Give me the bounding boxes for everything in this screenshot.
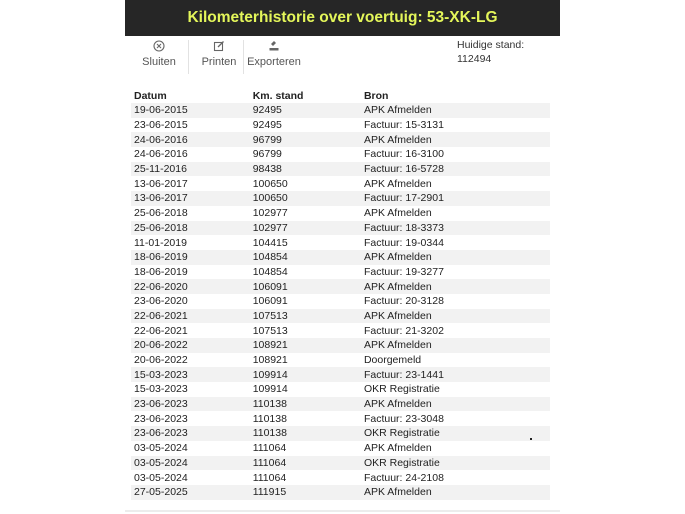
km-cell: 92495 (250, 103, 361, 118)
source-cell: Factuur: 20-3128 (361, 294, 550, 309)
table-row (131, 397, 550, 412)
source-cell: Factuur: 16-5728 (361, 162, 550, 177)
km-cell: 104854 (250, 265, 361, 280)
table-row (131, 191, 550, 206)
source-cell: APK Afmelden (361, 397, 550, 412)
title-bar (125, 0, 560, 36)
date-cell: 15-03-2023 (131, 367, 250, 382)
date-cell: 22-06-2020 (131, 279, 250, 294)
source-cell: OKR Registratie (361, 426, 550, 441)
source-cell: APK Afmelden (361, 309, 550, 324)
source-cell: Factuur: 24-2108 (361, 470, 550, 485)
table-row (131, 353, 550, 368)
km-cell: 109914 (250, 382, 361, 397)
km-cell: 96799 (250, 132, 361, 147)
km-cell: 111915 (250, 485, 361, 500)
table-row (131, 456, 550, 471)
date-cell: 23-06-2023 (131, 426, 250, 441)
table-row (131, 235, 550, 250)
date-cell: 22-06-2021 (131, 309, 250, 324)
table-row (131, 382, 550, 397)
table-row (131, 176, 550, 191)
table-row (131, 162, 550, 177)
date-cell: 03-05-2024 (131, 441, 250, 456)
km-cell: 100650 (250, 176, 361, 191)
date-cell: 03-05-2024 (131, 456, 250, 471)
source-cell: Factuur: 15-3131 (361, 118, 550, 133)
date-cell: 13-06-2017 (131, 176, 250, 191)
km-cell: 100650 (250, 191, 361, 206)
source-cell: APK Afmelden (361, 485, 550, 500)
km-cell: 104415 (250, 235, 361, 250)
source-cell: Factuur: 19-3277 (361, 265, 550, 280)
table-row (131, 323, 550, 338)
km-cell: 92495 (250, 118, 361, 133)
date-cell: 03-05-2024 (131, 470, 250, 485)
km-cell: 102977 (250, 206, 361, 221)
source-cell: OKR Registratie (361, 382, 550, 397)
current-reading-label: Huidige stand: (457, 39, 525, 51)
toolbar (125, 36, 560, 80)
mileage-history-panel (125, 0, 560, 514)
table-header-row (131, 88, 550, 103)
date-cell: 11-01-2019 (131, 235, 250, 250)
table-row (131, 309, 550, 324)
km-cell: 107513 (250, 309, 361, 324)
table-row (131, 103, 550, 118)
source-cell: APK Afmelden (361, 250, 550, 265)
date-cell: 19-06-2015 (131, 103, 250, 118)
date-cell: 13-06-2017 (131, 191, 250, 206)
source-cell: APK Afmelden (361, 338, 550, 353)
toolbar-divider (188, 40, 189, 74)
table-row (131, 221, 550, 236)
table-row (131, 426, 550, 441)
source-cell: APK Afmelden (361, 441, 550, 456)
date-cell: 18-06-2019 (131, 250, 250, 265)
date-cell: 20-06-2022 (131, 353, 250, 368)
export-icon (268, 40, 280, 52)
km-cell: 111064 (250, 470, 361, 485)
date-cell: 23-06-2023 (131, 411, 250, 426)
km-cell: 106091 (250, 294, 361, 309)
source-cell: Factuur: 17-2901 (361, 191, 550, 206)
km-cell: 111064 (250, 456, 361, 471)
date-cell: 23-06-2023 (131, 397, 250, 412)
date-cell: 25-06-2018 (131, 221, 250, 236)
km-cell: 108921 (250, 353, 361, 368)
date-cell: 24-06-2016 (131, 147, 250, 162)
source-cell: APK Afmelden (361, 132, 550, 147)
column-header-date: Datum (134, 89, 167, 102)
date-cell: 23-06-2020 (131, 294, 250, 309)
source-cell: Factuur: 16-3100 (361, 147, 550, 162)
source-cell: Doorgemeld (361, 353, 550, 368)
table-row (131, 294, 550, 309)
table-row (131, 132, 550, 147)
source-cell: APK Afmelden (361, 176, 550, 191)
source-cell: APK Afmelden (361, 279, 550, 294)
date-cell: 24-06-2016 (131, 132, 250, 147)
table-row (131, 250, 550, 265)
table-row (131, 279, 550, 294)
column-header-source: Bron (363, 89, 389, 102)
km-cell: 110138 (250, 397, 361, 412)
date-cell: 22-06-2021 (131, 323, 250, 338)
km-cell: 96799 (250, 147, 361, 162)
export-button[interactable] (247, 40, 301, 68)
km-cell: 104854 (250, 250, 361, 265)
print-button[interactable] (200, 40, 238, 68)
date-cell: 25-06-2018 (131, 206, 250, 221)
date-cell: 15-03-2023 (131, 382, 250, 397)
km-cell: 111064 (250, 441, 361, 456)
km-cell: 106091 (250, 279, 361, 294)
current-reading-value: 112494 (457, 53, 492, 65)
panel-bottom-edge (125, 510, 560, 512)
table-row (131, 206, 550, 221)
km-cell: 107513 (250, 323, 361, 338)
page-title: Kilometerhistorie over voertuig: 53-XK-LG (187, 9, 498, 26)
table-body (131, 103, 550, 500)
mileage-table (131, 88, 550, 500)
source-cell: Factuur: 18-3373 (361, 221, 550, 236)
table-row (131, 441, 550, 456)
table-row (131, 147, 550, 162)
km-cell: 108921 (250, 338, 361, 353)
source-cell: Factuur: 23-1441 (361, 367, 550, 382)
export-label: Exporteren (247, 56, 301, 68)
table-row (131, 118, 550, 133)
date-cell: 27-05-2025 (131, 485, 250, 500)
table-row (131, 485, 550, 500)
km-cell: 110138 (250, 411, 361, 426)
table-row (131, 411, 550, 426)
table-row (131, 470, 550, 485)
close-circle-icon (153, 40, 165, 52)
km-cell: 102977 (250, 221, 361, 236)
source-cell: APK Afmelden (361, 103, 550, 118)
source-cell: Factuur: 23-3048 (361, 411, 550, 426)
date-cell: 25-11-2016 (131, 162, 250, 177)
date-cell: 23-06-2015 (131, 118, 250, 133)
km-cell: 109914 (250, 367, 361, 382)
print-label: Printen (201, 56, 237, 68)
km-cell: 110138 (250, 426, 361, 441)
source-cell: Factuur: 21-3202 (361, 323, 550, 338)
table-row (131, 367, 550, 382)
date-cell: 20-06-2022 (131, 338, 250, 353)
column-header-km: Km. stand (252, 89, 304, 102)
edit-icon (213, 40, 225, 52)
date-cell: 18-06-2019 (131, 265, 250, 280)
stray-dot (530, 438, 532, 440)
source-cell: APK Afmelden (361, 206, 550, 221)
table-row (131, 265, 550, 280)
close-label: Sluiten (142, 56, 176, 68)
source-cell: Factuur: 19-0344 (361, 235, 550, 250)
close-button[interactable] (139, 40, 179, 68)
table-row (131, 338, 550, 353)
km-cell: 98438 (250, 162, 361, 177)
current-reading (457, 38, 524, 66)
toolbar-divider (243, 40, 244, 74)
source-cell: OKR Registratie (361, 456, 550, 471)
